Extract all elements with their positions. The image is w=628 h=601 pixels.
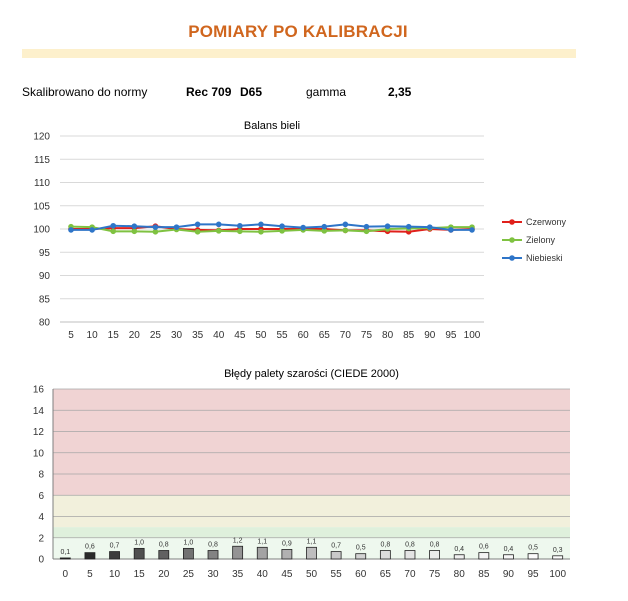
data-point [258,222,264,228]
data-point [385,223,391,229]
bar [134,548,144,559]
data-label: 1,0 [183,539,194,547]
y-tick-label: 110 [34,178,50,189]
data-point [343,222,349,228]
x-tick-label: 30 [170,330,183,341]
y-tick-label: 12 [32,427,44,438]
legend-label: Czerwony [526,217,567,227]
y-tick-label: 6 [38,490,44,502]
data-label: 0,8 [380,541,391,549]
x-tick-label: 30 [207,569,219,580]
data-label: 0,4 [503,545,514,553]
x-tick-label: 55 [330,569,342,580]
error-zone-band [53,495,570,527]
report-title: POMIARY PO KALIBRACJI [188,22,408,41]
bar [183,548,193,559]
x-tick-label: 5 [87,569,93,580]
bar [405,551,415,560]
x-tick-label: 75 [429,569,441,580]
gamma-label: gamma [306,85,347,99]
y-tick-label: 2 [38,533,44,545]
data-point [110,223,116,229]
data-point [448,227,454,233]
x-tick-label: 40 [256,569,268,580]
bar [528,554,538,559]
y-tick-label: 100 [33,224,50,236]
error-zone-band [53,389,570,495]
bar [159,551,169,560]
bar [60,558,70,559]
x-tick-label: 45 [281,569,293,580]
data-point [364,224,370,230]
x-tick-label: 45 [234,330,246,341]
error-zone-band [53,527,570,538]
data-label: 0,7 [109,542,120,550]
data-point [406,224,412,230]
bar [85,553,95,559]
data-label: 0,7 [331,542,341,550]
title-underline-bar [22,49,576,58]
x-tick-label: 90 [424,330,436,341]
data-point [132,223,138,229]
y-tick-label: 14 [32,405,44,417]
y-tick-label: 85 [38,294,50,306]
x-tick-label: 50 [255,330,267,341]
y-tick-label: 10 [32,448,44,460]
data-point [68,227,74,233]
data-point [343,228,349,234]
x-tick-label: 15 [107,330,119,341]
data-label: 0,8 [208,541,218,549]
bar [553,556,563,559]
y-tick-label: 4 [38,512,44,523]
bar [356,554,366,559]
data-label: 0,6 [85,543,95,551]
bar [257,547,267,559]
chart-title: Błędy palety szarości (CIEDE 2000) [224,368,399,380]
x-tick-label: 80 [453,569,465,580]
data-label: 0,6 [478,543,489,551]
data-label: 0,1 [60,548,71,556]
bar [331,552,341,559]
data-point [216,228,222,234]
legend-marker [509,255,515,261]
x-tick-label: 25 [149,330,161,341]
data-point [132,229,138,235]
calibration-label: Skalibrowano do normy [22,85,148,99]
data-label: 0,3 [552,546,563,554]
x-tick-label: 65 [379,569,391,580]
data-point [110,229,116,235]
data-label: 0,5 [528,544,538,552]
x-tick-label: 20 [128,330,140,341]
x-tick-label: 0 [62,569,69,580]
calibration-whitepoint: D65 [240,85,263,99]
y-tick-label: 90 [38,271,50,282]
bar [380,551,390,560]
x-tick-label: 10 [86,330,98,341]
data-point [237,223,243,229]
data-label: 1,0 [134,539,145,547]
data-label: 1,1 [257,538,268,546]
x-tick-label: 10 [108,569,121,580]
data-point [153,224,159,230]
chart-title: Balans bieli [243,120,301,132]
bar [454,555,464,559]
x-tick-label: 100 [463,330,481,341]
y-tick-label: 80 [38,317,50,329]
x-tick-label: 85 [403,330,415,341]
x-tick-label: 90 [502,569,515,580]
y-tick-label: 105 [33,201,50,213]
x-tick-label: 50 [305,569,318,580]
data-point [300,225,306,231]
bar [430,551,440,560]
bar [479,553,489,559]
x-tick-label: 60 [297,330,309,341]
x-tick-label: 25 [182,569,194,580]
y-tick-label: 115 [34,154,50,166]
legend-label: Zielony [526,235,556,245]
bar [110,552,120,559]
x-tick-label: 70 [339,330,351,341]
x-tick-label: 35 [192,330,204,341]
x-tick-label: 70 [404,569,416,580]
data-label: 1,2 [232,537,243,545]
x-tick-label: 75 [360,330,373,341]
y-tick-label: 8 [38,469,44,481]
data-label: 0,4 [454,545,465,553]
x-tick-label: 95 [527,569,539,580]
data-point [321,224,327,230]
data-point [89,227,95,233]
data-label: 0,9 [282,540,292,548]
gamma-value: 2,35 [388,85,412,99]
x-tick-label: 5 [68,330,74,341]
data-point [195,229,201,235]
bar [503,555,513,559]
white-balance-chart [0,115,628,350]
x-tick-label: 80 [382,330,394,341]
bar [233,546,243,559]
bar [307,547,317,559]
data-label: 0,8 [405,541,415,549]
data-label: 0,8 [158,541,169,549]
y-tick-label: 120 [33,131,50,143]
x-tick-label: 55 [276,330,288,341]
x-tick-label: 95 [445,330,457,341]
x-tick-label: 35 [232,569,244,580]
data-point [195,222,201,228]
data-point [469,227,475,233]
x-tick-label: 100 [549,569,567,580]
calibration-standard: Rec 709 [186,85,232,99]
data-label: 1,1 [306,538,317,546]
data-point [427,224,433,230]
data-point [279,223,285,229]
y-tick-label: 0 [38,554,44,566]
x-tick-label: 40 [213,330,225,341]
legend-marker [509,219,515,225]
legend-marker [509,237,515,243]
x-tick-label: 65 [318,330,330,341]
data-point [174,224,180,230]
x-tick-label: 20 [158,569,170,580]
data-label: 0,5 [355,544,366,552]
grayscale-error-chart [0,360,628,600]
x-tick-label: 85 [478,569,490,580]
data-point [216,222,222,228]
x-tick-label: 15 [133,569,145,580]
calibration-info-row [0,85,628,101]
bar [282,549,292,559]
data-point [258,229,264,235]
y-tick-label: 16 [32,384,44,396]
x-tick-label: 60 [355,569,367,580]
bar [208,551,218,560]
legend-label: Niebieski [526,253,563,263]
data-label: 0,8 [429,541,440,549]
y-tick-label: 95 [38,247,50,259]
data-point [237,229,243,235]
